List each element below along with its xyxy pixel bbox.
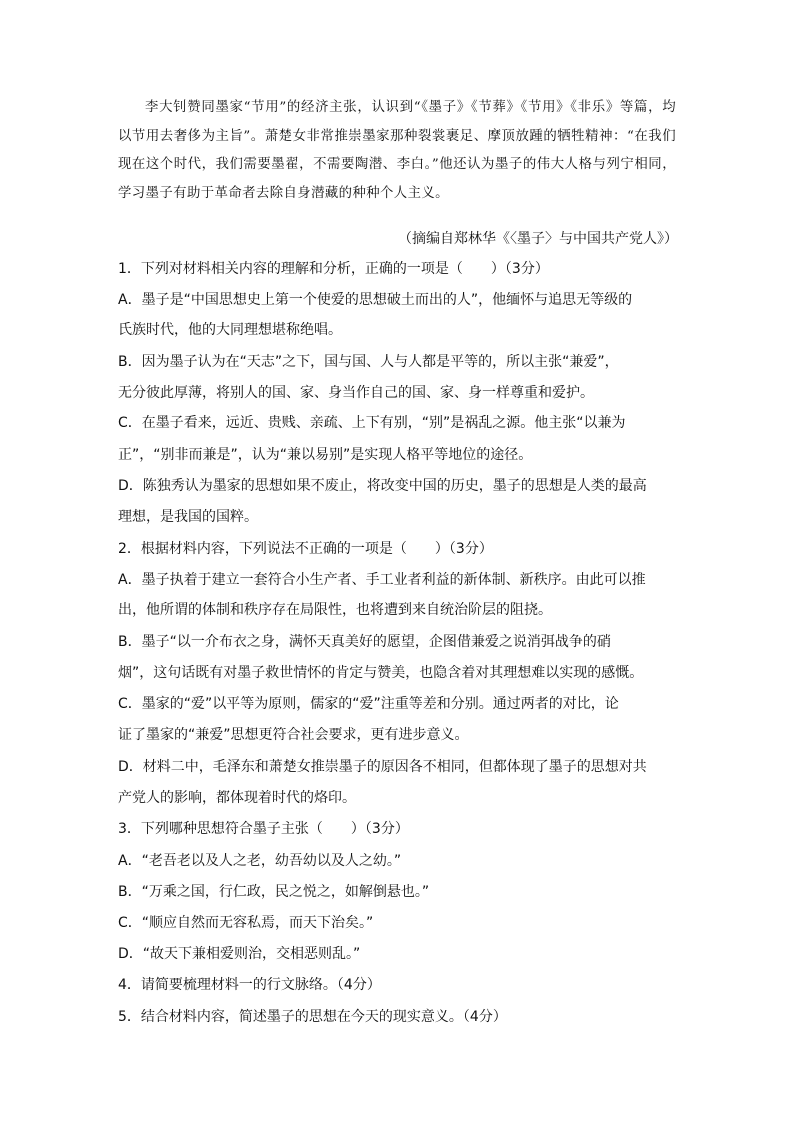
q2-option-a-line-1: A．墨子执着于建立一套符合小生产者、手工业者利益的新体制、新秩序。由此可以推	[118, 572, 646, 588]
q1-option-a-line-1: A．墨子是“中国思想史上第一个使爱的思想破土而出的人”，他缅怀与追思无等级的	[118, 292, 633, 308]
q1-option-d-line-2: 理想，是我国的国粹。	[118, 509, 258, 525]
q1-option-b-line-2: 无分彼此厚薄，将别人的国、家、身当作自己的国、家、身一样尊重和爱护。	[118, 385, 594, 401]
question-4: 4．请简要梳理材料一的行文脉络。（4分）	[118, 977, 381, 993]
q2-option-d-line-2: 产党人的影响，都体现着时代的烙印。	[118, 790, 356, 806]
question-2-stem: 2．根据材料内容，下列说法不正确的一项是（ ）（3分）	[118, 541, 493, 557]
question-5: 5．结合材料内容，简述墨子的思想在今天的现实意义。（4分）	[118, 1009, 507, 1025]
q2-option-d-line-1: D．材料二中，毛泽东和萧楚女推崇墨子的原因各不相同，但都体现了墨子的思想对共	[118, 759, 647, 775]
q1-option-b-line-1: B．因为墨子认为在“天志”之下，国与国、人与人都是平等的，所以主张“兼爱”，	[118, 354, 619, 370]
q2-option-c-line-1: C．墨家的“爱”以平等为原则，儒家的“爱”注重等差和分别。通过两者的对比，论	[118, 696, 619, 712]
q1-option-c-line-1: C．在墨子看来，远近、贵贱、亲疏、上下有别，“别”是祸乱之源。他主张“以兼为	[118, 415, 626, 431]
question-1-stem: 1．下列对材料相关内容的理解和分析，正确的一项是（ ）（3分）	[118, 261, 549, 277]
q2-option-c-line-2: 证了墨家的“兼爱”思想更符合社会要求，更有进步意义。	[118, 727, 469, 743]
q3-option-b: B．“万乘之国，行仁政，民之悦之，如解倒悬也。”	[118, 884, 430, 900]
q1-option-a-line-2: 氏族时代，他的大同理想堪称绝唱。	[118, 322, 342, 338]
q2-option-a-line-2: 出，他所谓的体制和秩序存在局限性，也将遭到来自统治阶层的阻挠。	[118, 602, 552, 618]
q2-option-b-line-1: B．墨子“以一介布衣之身，满怀天真美好的愿望，企图借兼爱之说消弭战争的硝	[118, 634, 611, 650]
passage-paragraph: 李大钊赞同墨家“节用”的经济主张，认识到“《墨子》《节葬》《节用》《非乐》等篇，均以节用去奢侈为主旨”。萧楚女非常推崇墨家那种裂裳裹足、摩顶放踵的牺牲精神：“在我们现在这个时代，我们需要墨翟，不需要陶潜、李白。”他还认为墨子的伟大人格与列宁相同，学习墨子有助于革命者去除自身潜藏的种种个人主义。	[118, 100, 676, 201]
question-3-stem: 3．下列哪种思想符合墨子主张（ ）（3分）	[118, 821, 409, 837]
passage-source: （摘编自郑林华《〈墨子〉与中国共产党人》）	[398, 231, 678, 247]
q1-option-d-line-1: D．陈独秀认为墨家的思想如果不废止，将改变中国的历史，墨子的思想是人类的最高	[118, 478, 647, 494]
q3-option-d: D．“故天下兼相爱则治，交相恶则乱。”	[118, 946, 361, 962]
q3-option-c: C．“顺应自然而无容私焉，而天下治矣。”	[118, 915, 374, 931]
q3-option-a: A．“老吾老以及人之老，幼吾幼以及人之幼。”	[118, 853, 402, 869]
q1-option-c-line-2: 正”，“别非而兼是”，认为“兼以易别”是实现人格平等地位的途径。	[118, 447, 533, 463]
q2-option-b-line-2: 烟”，这句话既有对墨子救世情怀的肯定与赞美，也隐含着对其理想难以实现的感慨。	[118, 665, 644, 681]
